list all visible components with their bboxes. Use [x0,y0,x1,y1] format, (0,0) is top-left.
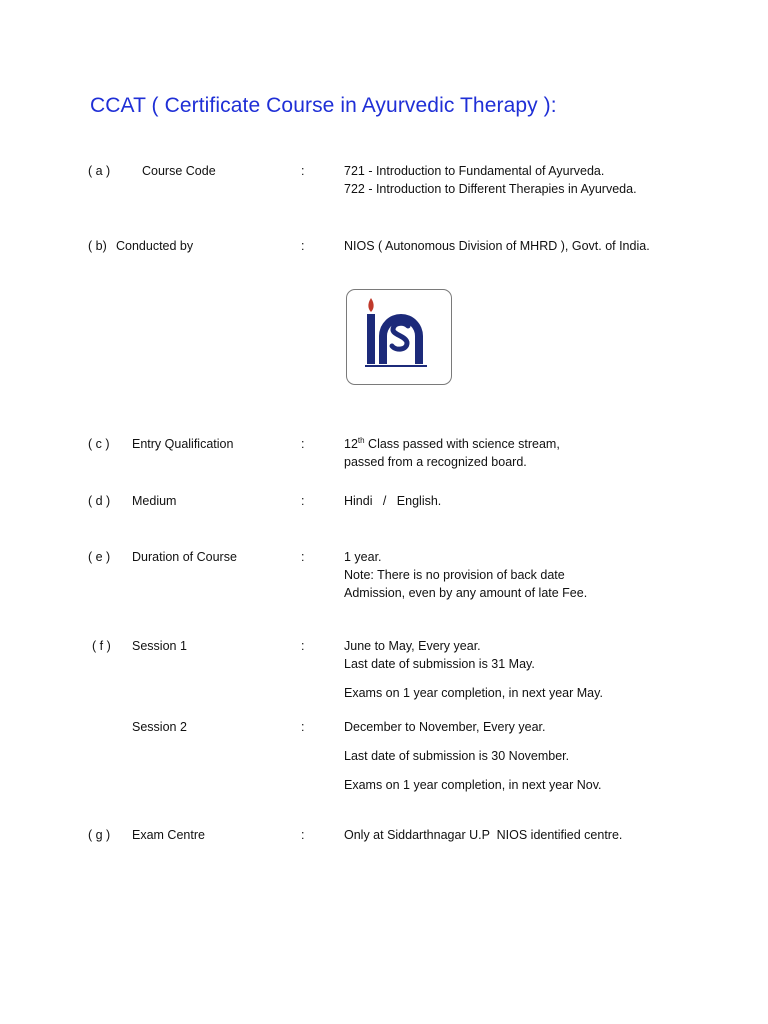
value-line: Note: There is no provision of back date [344,568,565,582]
logo-base [365,365,427,367]
row-label: Exam Centre [132,828,205,842]
row-marker: ( b) [88,239,107,253]
value-line: 722 - Introduction to Different Therapies in Ayurveda. [344,182,637,196]
value-line: December to November, Every year. [344,720,546,734]
row-label: Medium [132,494,177,508]
row-value [344,548,744,602]
row-marker: ( g ) [88,828,111,842]
row-label: Session 1 [132,639,187,653]
logo-s [392,323,408,349]
row-value [344,718,744,794]
row-marker: ( f ) [92,639,111,653]
colon: : [301,494,305,508]
value-line: Only at Siddarthnagar U.P NIOS identified centre. [344,828,623,842]
row-label: Entry Qualification [132,437,234,451]
row-marker: ( c ) [88,437,110,451]
row-value [344,637,744,702]
row-marker: ( d ) [88,494,111,508]
row-marker: ( a ) [88,164,111,178]
colon: : [301,239,305,253]
value-line: Last date of submission is 30 November. [344,749,570,763]
colon: : [301,437,305,451]
value-line: Last date of submission is 31 May. [344,657,535,671]
value-line: NIOS ( Autonomous Division of MHRD ), Govt. of India. [344,239,650,253]
value-line: June to May, Every year. [344,639,481,653]
row-label: Session 2 [132,720,187,734]
value-line [344,435,744,453]
flame-shape [368,298,373,312]
value-line: Exams on 1 year completion, in next year May. [344,686,603,700]
value-line: Admission, even by any amount of late Fee. [344,586,588,600]
row-label: Course Code [142,164,216,178]
colon: : [301,639,305,653]
page-title: CCAT ( Certificate Course in Ayurvedic Therapy ): [90,94,557,117]
row-value [344,237,744,255]
colon: : [301,164,305,178]
nios-logo-icon [346,289,452,385]
row-value [344,162,744,198]
value-text: 12 [344,437,358,451]
row-value [344,492,744,510]
row-marker: ( e ) [88,550,111,564]
colon: : [301,550,305,564]
row-value [344,826,744,844]
value-text: Class passed with science stream, [364,437,560,451]
value-line: Hindi / English. [344,494,442,508]
row-value [344,435,744,471]
value-line: passed from a recognized board. [344,455,527,469]
colon: : [301,828,305,842]
row-label: Conducted by [116,239,194,253]
superscript: th [357,435,365,445]
value-line: 1 year. [344,550,382,564]
value-line: 721 - Introduction to Fundamental of Ayurveda. [344,164,605,178]
logo-graphic [347,290,453,386]
logo-bar [367,314,375,364]
colon: : [301,720,305,734]
value-line: Exams on 1 year completion, in next year Nov. [344,778,602,792]
row-label: Duration of Course [132,550,237,564]
